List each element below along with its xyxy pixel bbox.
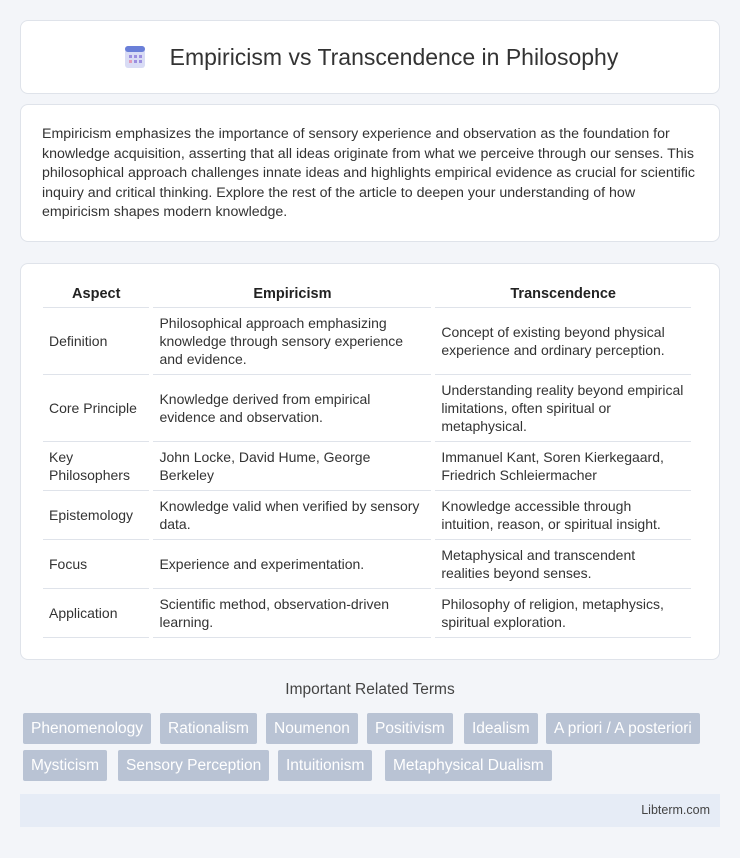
comparison-table (39, 284, 695, 638)
table-cell-aspect: Application (43, 589, 149, 638)
related-term-tag[interactable]: A priori / A posteriori (546, 713, 700, 744)
table-cell-aspect: Definition (43, 308, 149, 375)
table-cell-empiricism: Philosophical approach emphasizing knowledge through sensory experience and evidence. (153, 308, 431, 375)
table-cell-transcendence: Philosophy of religion, metaphysics, spiritual exploration. (435, 589, 691, 638)
table-cell-transcendence: Immanuel Kant, Soren Kierkegaard, Friedrich Schleiermacher (435, 442, 691, 491)
related-term-tag[interactable]: Rationalism (160, 713, 257, 744)
related-term-tag[interactable]: Metaphysical Dualism (385, 750, 552, 781)
table-cell-aspect: Focus (43, 540, 149, 589)
table-cell-empiricism: John Locke, David Hume, George Berkeley (153, 442, 431, 491)
table-header-row (43, 284, 691, 308)
title-card (20, 20, 720, 94)
column-header-transcendence: Transcendence (435, 284, 691, 308)
table-cell-transcendence: Metaphysical and transcendent realities beyond senses. (435, 540, 691, 589)
table-cell-empiricism: Knowledge derived from empirical evidence and observation. (153, 375, 431, 442)
table-cell-aspect: Epistemology (43, 491, 149, 540)
table-cell-aspect: Core Principle (43, 375, 149, 442)
table-row (43, 540, 691, 589)
table-cell-transcendence: Concept of existing beyond physical experience and ordinary perception. (435, 308, 691, 375)
table-cell-empiricism: Scientific method, observation-driven learning. (153, 589, 431, 638)
footer (20, 794, 720, 827)
table-row (43, 589, 691, 638)
table-cell-transcendence: Understanding reality beyond empirical limitations, often spiritual or metaphysical. (435, 375, 691, 442)
related-term-tag[interactable]: Mysticism (23, 750, 107, 781)
intro-card (20, 104, 720, 242)
table-row (43, 375, 691, 442)
related-term-tag[interactable]: Noumenon (266, 713, 358, 744)
related-term-tag[interactable]: Positivism (367, 713, 453, 744)
document-list-icon (122, 44, 148, 70)
footer-brand[interactable]: Libterm.com (641, 803, 710, 817)
related-terms-title: Important Related Terms (285, 681, 455, 698)
page-title: Empiricism vs Transcendence in Philosophy (169, 43, 619, 70)
comparison-table-card (20, 263, 720, 660)
related-term-tag[interactable]: Sensory Perception (118, 750, 269, 781)
table-row (43, 491, 691, 540)
related-term-tag[interactable]: Idealism (464, 713, 538, 744)
table-row (43, 442, 691, 491)
table-cell-empiricism: Experience and experimentation. (153, 540, 431, 589)
table-row (43, 308, 691, 375)
column-header-aspect: Aspect (43, 284, 149, 308)
table-cell-aspect: Key Philosophers (43, 442, 149, 491)
related-term-tag[interactable]: Phenomenology (23, 713, 151, 744)
column-header-empiricism: Empiricism (153, 284, 431, 308)
related-term-tag[interactable]: Intuitionism (278, 750, 372, 781)
table-cell-empiricism: Knowledge valid when verified by sensory data. (153, 491, 431, 540)
intro-paragraph: Empiricism emphasizes the importance of sensory experience and observation as the foundation for knowledge acquisition, asserting that all ideas originate from what we perceive through our senses. This philosophical approach challenges innate ideas and highlights empirical evidence as crucial for scientific inquiry and critical thinking. Explore the rest of the article to deepen your understanding of how empiricism shapes modern knowledge. (42, 126, 696, 221)
table-cell-transcendence: Knowledge accessible through intuition, reason, or spiritual insight. (435, 491, 691, 540)
